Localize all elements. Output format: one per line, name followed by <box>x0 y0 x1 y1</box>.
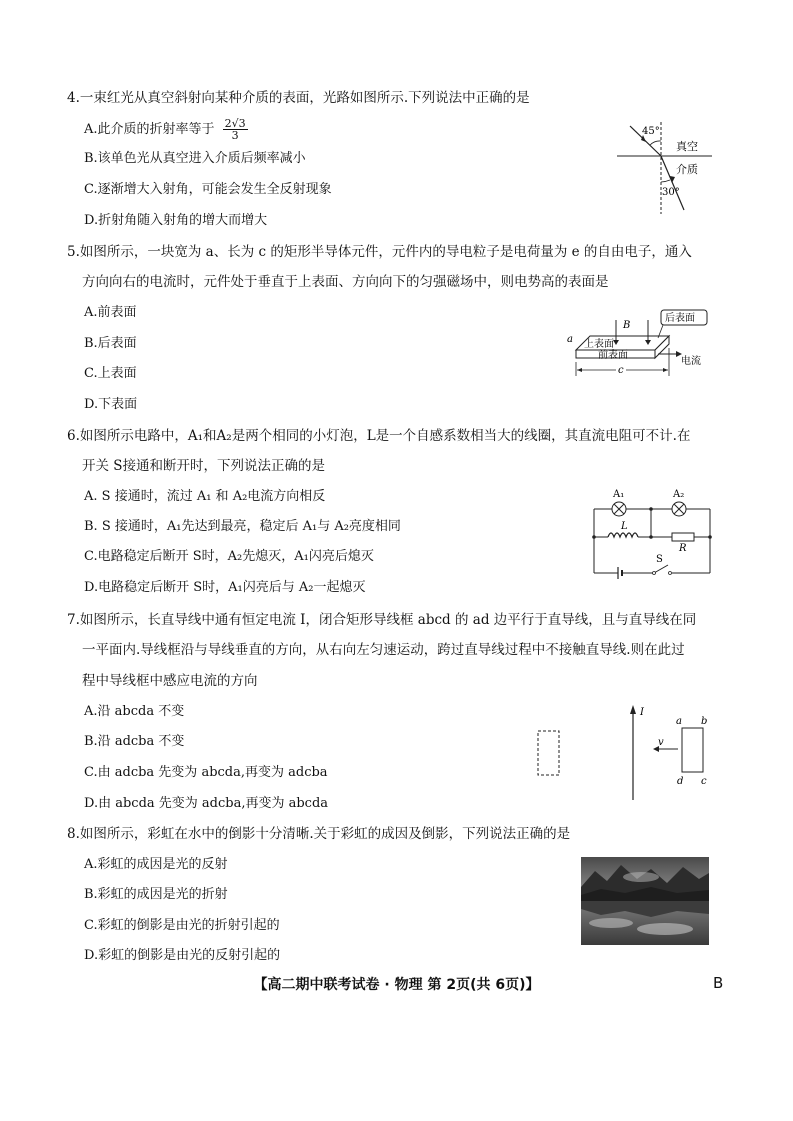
q4-fraction <box>223 118 248 141</box>
q5-current-label: 电流 <box>681 356 701 367</box>
q6-switch-pivot <box>653 572 656 575</box>
q6-stem-line2: 开关 S接通和断开时，下列说法正确的是 <box>82 458 326 474</box>
q5-semiconductor-figure <box>564 306 714 378</box>
q6-node-mid <box>649 535 653 539</box>
q4-vacuum-label: 真空 <box>676 140 698 153</box>
q4-angle-bottom-label: 30° <box>662 187 680 198</box>
q8-photo-cloud <box>623 872 659 882</box>
q8-photo-drawing <box>581 857 709 945</box>
q6-coil <box>608 533 638 537</box>
q6-a2-label: A₂ <box>673 489 685 500</box>
q7-wire-frame-figure <box>532 700 722 804</box>
q6-circuit-figure <box>588 486 716 582</box>
q4-angle-arc-bottom <box>661 180 670 182</box>
q5-option-d: D.下表面 <box>84 397 138 412</box>
q5-option-a: A.前表面 <box>84 305 137 320</box>
q8-option-a: A.彩虹的成因是光的反射 <box>84 857 228 872</box>
q5-b-label: B <box>623 320 631 331</box>
q8-photo-cloud-reflection-2 <box>637 923 693 935</box>
q4-fraction-num: 2√3 <box>224 117 246 130</box>
q6-switch-contact <box>669 572 672 575</box>
q8-photo-cloud-reflection-1 <box>589 918 633 928</box>
q7-option-a: A.沿 abcda 不变 <box>84 704 185 719</box>
q6-stem-line1: 6.如图所示电路中，A₁和A₂是两个相同的小灯泡，L是一个自感系数相当大的线圈，其直流电阻可不计.在 <box>67 428 691 444</box>
q4-refraction-figure <box>612 120 716 216</box>
q7-a-label: a <box>676 716 682 727</box>
q6-s-label: S <box>656 554 663 565</box>
q8-stem: 8.如图所示，彩虹在水中的倒影十分清晰.关于彩虹的成因及倒影，下列说法正确的是 <box>67 826 571 842</box>
q6-option-b: B. S 接通时，A₁先达到最亮，稳定后 A₁与 A₂亮度相同 <box>84 519 401 534</box>
q5-top-label: 上表面 <box>584 339 614 350</box>
q8-option-b: B.彩虹的成因是光的折射 <box>84 887 228 902</box>
q4-option-c: C.逐渐增大入射角，可能会发生全反射现象 <box>84 182 332 197</box>
q4-option-a-text: A.此介质的折射率等于 <box>84 122 215 137</box>
q5-option-c: C.上表面 <box>84 366 137 381</box>
q6-switch <box>654 565 668 573</box>
q5-dim-arrow-left <box>577 368 582 372</box>
q6-node-top <box>649 507 653 511</box>
q4-option-d: D.折射角随入射角的增大而增大 <box>84 213 268 228</box>
q7-stem-line2: 一平面内.导线框沿与导线垂直的方向，从右向左匀速运动，跨过直导线过程中不接触直导线.则在此过 <box>82 642 685 658</box>
q6-a1-label: A₁ <box>613 489 625 500</box>
page-footer: 【高二期中联考试卷 · 物理 第 2页(共 6页)】 <box>253 977 540 993</box>
q4-stem: 4.一束红光从真空斜射向某种介质的表面，光路如图所示.下列说法中正确的是 <box>67 90 530 106</box>
q6-option-d: D.电路稳定后断开 S时，A₁闪亮后与 A₂一起熄灭 <box>84 580 366 595</box>
q7-stem-line1: 7.如图所示，长直导线中通有恒定电流 I，闭合矩形导线框 abcd 的 ad 边平行于直导线，且与直导线在同 <box>67 612 697 628</box>
q7-d-label: d <box>677 776 684 787</box>
q6-r-label: R <box>679 543 687 554</box>
q7-current-arrow <box>630 705 636 714</box>
q4-option-a <box>84 118 248 141</box>
q7-c-label: c <box>701 776 707 787</box>
q5-stem-line2: 方向向右的电流时，元件处于垂直于上表面、方向向下的匀强磁场中，则电势高的表面是 <box>82 274 609 290</box>
paper-version-mark: B <box>713 974 724 992</box>
q5-a-label: a <box>567 334 573 345</box>
q7-i-label: I <box>640 707 644 718</box>
q7-stem-line3: 程中导线框中感应电流的方向 <box>82 673 258 689</box>
q7-option-b: B.沿 adcba 不变 <box>84 734 185 749</box>
q8-option-d: D.彩虹的倒影是由光的反射引起的 <box>84 948 281 963</box>
q6-node-left <box>592 535 596 539</box>
q7-frame-dashed <box>538 731 559 775</box>
q7-option-c: C.由 adcba 先变为 abcda,再变为 adcba <box>84 765 328 780</box>
q6-resistor <box>672 533 694 541</box>
q7-v-label: v <box>658 737 664 748</box>
q6-option-a: A. S 接通时，流过 A₁ 和 A₂电流方向相反 <box>84 489 326 504</box>
q6-option-c: C.电路稳定后断开 S时，A₂先熄灭，A₁闪亮后熄灭 <box>84 549 374 564</box>
q4-medium-label: 介质 <box>676 163 698 176</box>
q5-c-label: c <box>618 365 624 376</box>
q7-b-label: b <box>701 716 708 727</box>
q5-back-label: 后表面 <box>665 313 695 324</box>
q8-rainbow-photo <box>581 857 709 945</box>
q5-option-b: B.后表面 <box>84 336 137 351</box>
q4-fraction-den: 3 <box>231 129 239 142</box>
q5-front-label: 前表面 <box>598 350 628 361</box>
q5-dim-arrow-right <box>663 368 668 372</box>
q6-node-right <box>708 535 712 539</box>
q7-option-d: D.由 abcda 先变为 adcba,再变为 abcda <box>84 796 329 811</box>
q4-angle-arc-top <box>650 141 661 145</box>
q8-option-c: C.彩虹的倒影是由光的折射引起的 <box>84 918 280 933</box>
q4-option-b: B.该单色光从真空进入介质后频率减小 <box>84 151 306 166</box>
q4-angle-top-label: 45° <box>642 126 660 137</box>
q6-l-label: L <box>621 521 628 532</box>
q5-stem-line1: 5.如图所示，一块宽为 a、长为 c 的矩形半导体元件，元件内的导电粒子是电荷量为 e 的自由电子，通入 <box>67 244 692 260</box>
q7-frame <box>682 728 703 772</box>
